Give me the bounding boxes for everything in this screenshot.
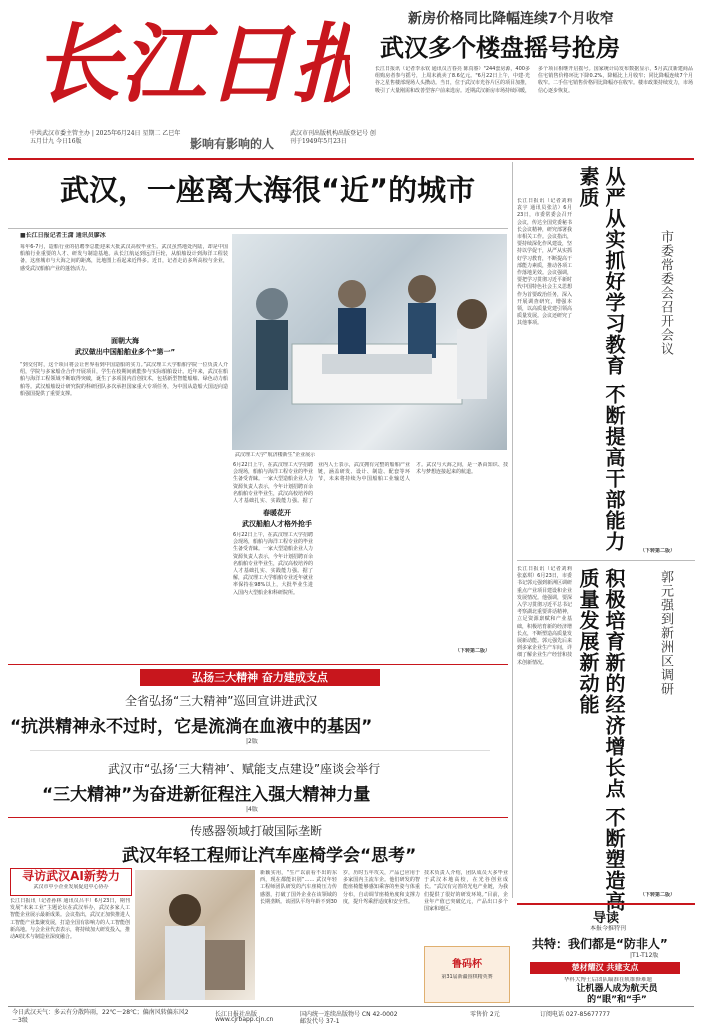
right1-continued[interactable]: （下转第二版） (640, 548, 676, 554)
headline-rule (8, 228, 508, 229)
logo-text: 长江日报 (34, 14, 350, 112)
bottom-body: 新颖实用，“生产以前看不出的东西，现在都能识别”…… 武汉年轻工程师团队研发的汽车座椅压力传感器，打破了国外企业在该领域的长期垄断。该团队平均年龄不到30岁，历时五年攻关，产品已应用于多家国内主流车企。他们研发的智能座椅能够感知乘客的坐姿与体重分布，自动调节座椅角度和支撑力度，提升驾乘舒适度和安全性。 (260, 870, 420, 905)
column-rule (512, 162, 513, 898)
ad-block[interactable] (424, 946, 510, 1003)
banner-story2-headline[interactable]: “三大精神”为奋进新征程注入强大精神力量 (42, 785, 371, 805)
ai-story-title[interactable]: 寻访武汉AI新势力 (22, 869, 120, 883)
ai-story-header (10, 868, 132, 896)
main-byline: ■长江日报记者王潇 通讯员廖冰 (20, 232, 106, 239)
guide-sub: 本报今推特刊 (590, 925, 627, 932)
right2-body: 长江日报讯（记者刘莉 张嘉琪）6月23日，市委书记郭元强到新洲区调研重点产业项目建设和企业发展情况。他强调，要深入学习贯彻习近平总书记考察湖北重要讲话精神，立足资源禀赋和产业基础，积极培育新的经济增长点，不断塑造高质量发展新动能。郭元强先后来到多家企业生产车间，详细了解企业生产经营和技术创新情况。 (517, 566, 572, 666)
main-body-3-col1: 6月22日上午，在武汉理工大学招聘会现场，船舶与海洋工程专业的毕业生备受青睐。一家大型造船企业人力资源负责人表示，今年计划招聘百余名船舶专业毕业生，武汉高校培养的人才基础扎实、实践能力强。据了 (233, 462, 313, 504)
footer-rule (8, 1006, 694, 1007)
footer-price: 零售价 2元 (470, 1011, 500, 1018)
bottom-kicker: 传感器领域打破国际垄断 (190, 824, 323, 838)
footer-phone: 订阅电话 027-85677777 (540, 1011, 611, 1018)
main-body-2: “到交付时，这个项目将会让世界看到中国造船的实力。”武汉理工大学船舶学院一位负责人介绍，学院与多家船企合作开展项目，学生在校期间就能参与实际船舶设计。近年来，武汉在船舶与海洋工程领域不断取得突破，诞生了多项国内首创技术，包括新型智能船舶、绿色动力船舶等。武汉船舶设计研究院的科研团队多次承担国家重大专项任务，为中国从造船大国迈向造船强国提供了重要支撑。 (20, 362, 228, 397)
footer-site: 长江日报社出版 (215, 1011, 258, 1018)
right1-rule (517, 560, 695, 561)
main-headline[interactable]: 武汉，一座离大海很“近”的城市 (60, 173, 476, 207)
main-subhead-2: 春暖花开 武汉船舶人才格外抢手 (242, 509, 312, 528)
top-body: 长江日报讯（记者李永钦 通讯员吉春亮 陈真睿）"244套房源，400多组购房者参与摇号，上周末就卖了8.6亿元。"6月22日上午，中建·光谷之星售楼部现场人头攒动。当日，位于武汉市光谷片区的项目加推，吸引了大量刚需和改善型客户前来选房。近期武汉新房市场持续回暖，多个项目相继开启摇号。国家统计局发布数据显示，5月武汉新建商品住宅销售价格环比下降0.2%，降幅比上月收窄；同比降幅连续7个月收窄。二手住宅销售价格同比降幅亦在收窄。楼市政策持续发力，市场信心逐步恢复。 (375, 66, 693, 94)
banner-story2-page[interactable]: |4版 (246, 806, 258, 813)
right1-kicker: 市委常委会召开会议 (658, 230, 673, 356)
banner-label: 弘扬三大精神 奋力建成支点 (140, 669, 380, 686)
banner-rule (8, 664, 508, 665)
slogan: 影响有影响的人 (190, 137, 275, 151)
main-body-1: 每年6-7月，造船行业的招聘季总能迎来大批武汉高校毕业生。武汉虽然地处内陆，却是中国船舶行业重要的人才、研发与制造基地。从长江航运到远洋巨轮，从船舶设计到海洋工程装备，这座城市与大海之间的距离，比地图上看起来近得多。近日，记者走访多所高校与企业，感受武汉船舶产业的蓬勃活力。 (20, 244, 228, 272)
bottom-photo[interactable] (135, 870, 255, 1000)
issue-info-2: 武汉市刊出版机构出版登记号 创刊于1949年5月23日 (290, 130, 376, 145)
main-body-4: 业内人士表示，武汉拥有完整的船舶产业链，涵盖研发、设计、制造、配套等环节，未来将持续为中国船舶工业输送人才。武汉与大海之间，是一条由知识、技术与梦想连接起来的航道。 (318, 462, 508, 483)
right2-kicker: 郭元强到新洲区调研 (658, 570, 673, 696)
bottom-body-2: 技术负责人介绍，团队成员大多毕业于武汉本地高校，在光谷创业成长。“武汉有完善的光电产业链，为我们提供了很好的研发环境。”目前，企业年产值已突破亿元，产品出口多个国家和地区。 (424, 870, 508, 913)
footer-cn: 国内统一连续出版物号 CN 42-0002 (300, 1011, 398, 1018)
ad-text: 第31届新疆围棋精英赛 (441, 974, 493, 980)
main-photo[interactable] (232, 234, 507, 450)
issue-info: 中共武汉市委主管主办 | 2025年6月24日 星期二 乙巳年五月廿九 今日16版 (30, 130, 181, 145)
banner-story1-headline[interactable]: “抗洪精神永不过时，它是流淌在血液中的基因” (10, 717, 373, 737)
right1-body: 长江日报讯（记者刘莉 袁宇 通讯员张洁）6月23日，市委常委会召开会议，传达全国党委秘书长会议精神，研究部署我市相关工作。会议指出，要持续深化作风建设，坚持以学促干，从严从实抓好学习教育，不断提高干部能力素质，推动各项工作落地见效。会议强调，要把学习贯彻习近平新时代中国特色社会主义思想作为首要政治任务，深入开展调查研究，增强本领，以高质量党建引领高质量发展。会议还研究了其他事项。 (517, 198, 572, 327)
banner-mid-rule (30, 750, 490, 751)
right2-headline[interactable]: 积极培育新的经济增长点 不断塑造高质量发展新动能 (576, 568, 626, 912)
ai-story-sub: 武汉市中小企业发展促进中心协办 (33, 884, 109, 890)
top-headline[interactable]: 武汉多个楼盘摇号抢房 (380, 34, 620, 62)
main-continued[interactable]: （下转第二版） (455, 648, 491, 654)
footer-url[interactable]: www.cjrbapp.cjn.cn (215, 1016, 274, 1023)
footer-postal: 邮发代号 37-1 (300, 1018, 340, 1025)
newspaper-logo[interactable] (30, 12, 350, 112)
guide-title: 导读 (592, 911, 619, 926)
guide-item2[interactable]: 让机器人成为航天员的“眼”和“手” (576, 984, 658, 1005)
masthead-divider (8, 158, 694, 160)
ai-story-body: 长江日报讯（记者孙林 通讯员吕丰）6月23日，期刊发展“未来工业”主题论坛在武汉举办，武汉多家人工智能企业展示最新成果。会议指出，武汉正加快推进人工智能产业集聚发展，打造全国有影响力的人工智能创新高地。与会企业代表表示，将持续加大研发投入，推动AI技术与制造业深度融合。 (10, 898, 130, 941)
guide-item2-kicker: 华科大博士后团队瞄准在轨维修难题 (563, 977, 652, 983)
right2-continued[interactable]: （下转第二版） (640, 892, 676, 898)
main-subhead-1: 面朝大海 武汉做出中国船舶业多个“第一” (74, 337, 176, 356)
banner-story1-kicker: 全省弘扬“三大精神”巡回宣讲进武汉 (125, 694, 318, 708)
photo-caption: 武汉理工大学“航济楼新生”企业展示 (235, 452, 316, 458)
main-body-3: 6月22日上午，在武汉理工大学招聘会现场，船舶与海洋工程专业的毕业生备受青睐。一家大型造船企业人力资源负责人表示，今年计划招聘百余名船舶专业毕业生，武汉高校培养的人才基础扎实、实践能力强。据了解，武汉理工大学船舶专业近年就业率保持在98%以上，大批毕业生进入国内大型船企和科研院所。 (233, 532, 313, 596)
guide-item1-page[interactable]: |T1-T12版 (630, 952, 659, 959)
guide-red-label: 楚材耀汉 共建支点 (530, 962, 680, 974)
guide-item1[interactable]: 共特：我们都是“防非人” (532, 937, 668, 951)
banner-story1-page[interactable]: |2版 (246, 738, 258, 745)
right1-headline[interactable]: 从严从实抓好学习教育 不断提高干部能力素质 (576, 166, 626, 552)
footer-weather: 今日武汉天气：多云有分散阵雨，22℃～28℃；偏南风转偏东风2～3级 (12, 1009, 189, 1024)
ad-brand: 鲁码杯 (452, 959, 482, 970)
banner-bottom-rule (8, 817, 508, 818)
top-kicker: 新房价格同比降幅连续7个月收窄 (408, 11, 614, 27)
banner-story2-kicker: 武汉市“弘扬‘三大精神’、赋能支点建设”座谈会举行 (108, 762, 381, 776)
bottom-headline[interactable]: 武汉年轻工程师让汽车座椅学会“思考” (122, 846, 417, 866)
